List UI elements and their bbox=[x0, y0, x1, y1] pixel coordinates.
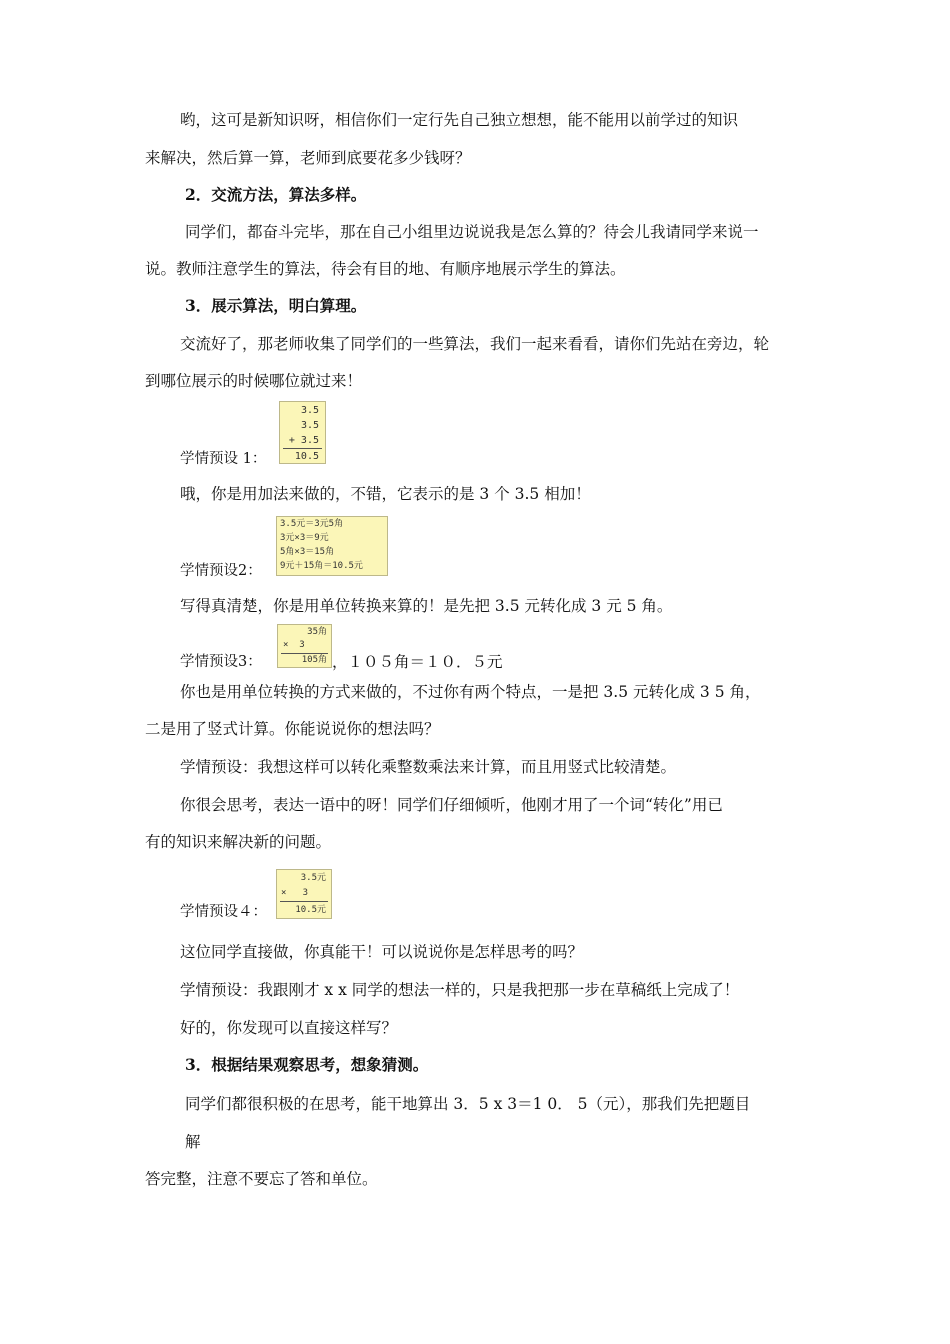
paragraph-line: 来解决，然后算一算，老师到底要花多少钱呀？ bbox=[145, 149, 471, 167]
case-label: 学情预设 1： bbox=[180, 451, 267, 467]
fig-row: 3.5 bbox=[300, 420, 319, 431]
case-label: 学情预设2： bbox=[180, 563, 262, 579]
fig-row: 10.5元 bbox=[295, 905, 326, 915]
paragraph-line: 同学们都很积极的在思考，能干地算出 3．5 x 3＝1 0． 5（元），那我们先把题目 bbox=[185, 1095, 751, 1113]
fig-row: 3.5元 bbox=[300, 873, 326, 883]
paragraph-line: 你也是用单位转换的方式来做的，不过你有两个特点，一是把 3.5 元转化成 3 5 角， bbox=[180, 683, 761, 701]
paragraph-line: 同学们，都奋斗完毕，那在自己小组里边说说我是怎么算的？待会儿我请同学来说一 bbox=[185, 223, 759, 241]
section-heading: 3．根据结果观察思考，想象猜测。 bbox=[185, 1055, 429, 1074]
fig-row: 3.5元＝3元5角 bbox=[280, 519, 344, 529]
fig-row: 10.5 bbox=[294, 451, 319, 462]
paragraph-line: 好的，你发现可以直接这样写？ bbox=[180, 1019, 398, 1037]
paragraph-line: 有的知识来解决新的问题。 bbox=[145, 833, 332, 851]
fig-row: 9元＋15角＝10.5元 bbox=[280, 561, 363, 571]
section-heading: 2．交流方法，算法多样。 bbox=[185, 185, 367, 204]
case-label: 学情预设3： bbox=[180, 654, 262, 670]
paragraph-line: 哟，这可是新知识呀，相信你们一定行先自己独立想想，能不能用以前学过的知识 bbox=[180, 111, 739, 129]
case-label: 学情预设４： bbox=[180, 904, 267, 920]
paragraph-line: 交流好了，那老师收集了同学们的一些算法，我们一起来看看，请你们先站在旁边，轮 bbox=[180, 335, 770, 353]
fig-row: × 3 bbox=[281, 888, 309, 898]
paragraph-line: 你很会思考，表达一语中的呀！同学们仔细倾听，他刚才用了一个词“转化”用已 bbox=[180, 796, 723, 814]
paragraph-line: 这位同学直接做，你真能干！可以说说你是怎样思考的吗？ bbox=[180, 943, 584, 961]
unit-conversion-work-image bbox=[276, 516, 388, 576]
paragraph-line: 学情预设：我想这样可以转化乘整数乘法来计算，而且用竖式比较清楚。 bbox=[180, 758, 677, 776]
fig-row: 35角 bbox=[307, 627, 327, 637]
paragraph-line: 哦，你是用加法来做的，不错，它表示的是 3 个 3.5 相加！ bbox=[180, 485, 591, 503]
addition-work-image bbox=[279, 401, 326, 464]
paragraph-line: 二是用了竖式计算。你能说说你的想法吗？ bbox=[145, 720, 440, 738]
fig-row: × 3 bbox=[283, 640, 305, 650]
paragraph-line: 说。教师注意学生的算法，待会有目的地、有顺序地展示学生的算法。 bbox=[145, 260, 626, 278]
vertical-multiplication-work-image bbox=[277, 624, 332, 668]
direct-multiplication-work-image bbox=[276, 869, 332, 919]
fig-row: 5角×3＝15角 bbox=[280, 547, 335, 557]
fig-rule bbox=[280, 901, 328, 902]
fig-rule bbox=[283, 448, 322, 449]
paragraph-line: 解 bbox=[185, 1133, 201, 1151]
section-heading: 3．展示算法，明白算理。 bbox=[185, 296, 367, 315]
fig-row: + 3.5 bbox=[288, 435, 319, 446]
fig-row: 3元×3＝9元 bbox=[280, 533, 329, 543]
paragraph-line: 学情预设：我跟刚才 x x 同学的想法一样的，只是我把那一步在草稿纸上完成了！ bbox=[180, 981, 740, 999]
paragraph-line: 到哪位展示的时候哪位就过来！ bbox=[145, 372, 363, 390]
fig-row: 3.5 bbox=[300, 405, 319, 416]
paragraph-line: 写得真清楚，你是用单位转换来算的！是先把 3.5 元转化成 3 元 5 角。 bbox=[180, 597, 673, 615]
paragraph-line: 答完整，注意不要忘了答和单位。 bbox=[145, 1170, 378, 1188]
fig-row: 105角 bbox=[301, 655, 327, 665]
case-result: ，１０５角＝１０．５元 bbox=[332, 653, 503, 671]
fig-rule bbox=[281, 653, 328, 654]
